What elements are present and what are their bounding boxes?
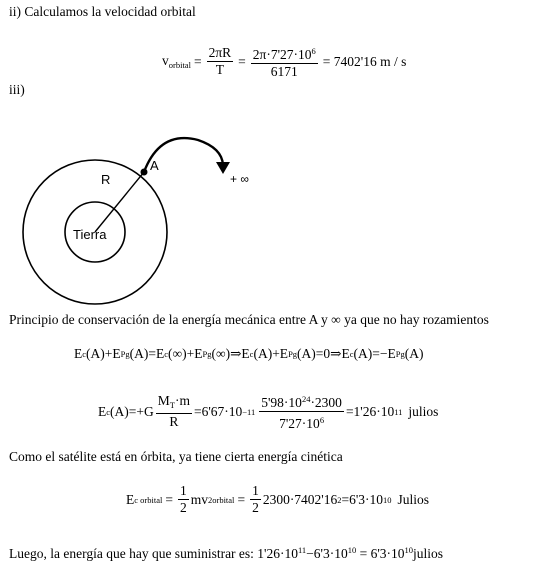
eq1-v: $v_{orbital}$ xyxy=(162,53,191,70)
label-r: R xyxy=(101,172,111,187)
label-infinity: + ∞ xyxy=(230,172,249,186)
paragraph-orbit-kinetic: Como el satélite está en órbita, ya tiene cierta energía cinética xyxy=(9,449,343,464)
arrow-head-icon xyxy=(216,162,230,174)
final-sentence: Luego, la energía que hay que suministrar es: $1'26\cdot 10^{11}-6'3\cdot 10^{10}$ = $6'3\cdot 10^{10}julios$ xyxy=(9,545,444,561)
paragraph-conservation: Principio de conservación de la energía mecánica entre A y ∞ ya que no hay rozamientos xyxy=(9,312,489,327)
equation-energy-conservation: E c (A)+E Pg (A)=E c (∞)+E Pg (∞)⇒E c (A)+E Pg (A)=0⇒E c (A)=−E Pg (A) xyxy=(74,346,424,361)
eq1-equals-a: = xyxy=(193,53,202,69)
eq3-fraction-2: $\frac{5'98\cdot 10^{24}\cdot 2300}{7'27\cdot 10^6}$ xyxy=(261,394,342,431)
label-earth: Tierra xyxy=(73,227,107,242)
eq3-fraction-1: $\frac{M_T\cdot m}{R}$ xyxy=(157,393,190,429)
eq1-equals-b: = xyxy=(238,53,246,69)
heading-ii: ii) Calculamos la velocidad orbital xyxy=(9,4,196,19)
equation-orbital-kinetic-energy: E c orbital = $\frac{1}{2}$ mv 2 orbital = $\frac{1}{2}$ 2300·7402'16 2 =6'3·10 10 Julios xyxy=(126,483,430,515)
equation-kinetic-energy-a: E c (A)=+G $\frac{M_T\cdot m}{R}$ =6'67·10 −11 $\frac{5'98\cdot 10^{24}\cdot 2300}{7'27\cdot 10^6}$ =1'26·10 11 julios xyxy=(98,393,439,431)
eq4-fraction-1: $\frac{1}{2}$ xyxy=(179,483,187,515)
heading-iii: iii) xyxy=(9,82,25,97)
label-a: A xyxy=(150,158,159,173)
eq4-fraction-2: $\frac{1}{2}$ xyxy=(252,483,259,515)
eq1-fraction-2: $\frac{2\pi\cdot 7'27\cdot 10^6}{6171}$ xyxy=(252,46,316,79)
eq1-result: = 7402'16 m / s xyxy=(322,53,407,69)
eq1-fraction-1: $\frac{2\pi R}{T}$ xyxy=(208,45,232,77)
